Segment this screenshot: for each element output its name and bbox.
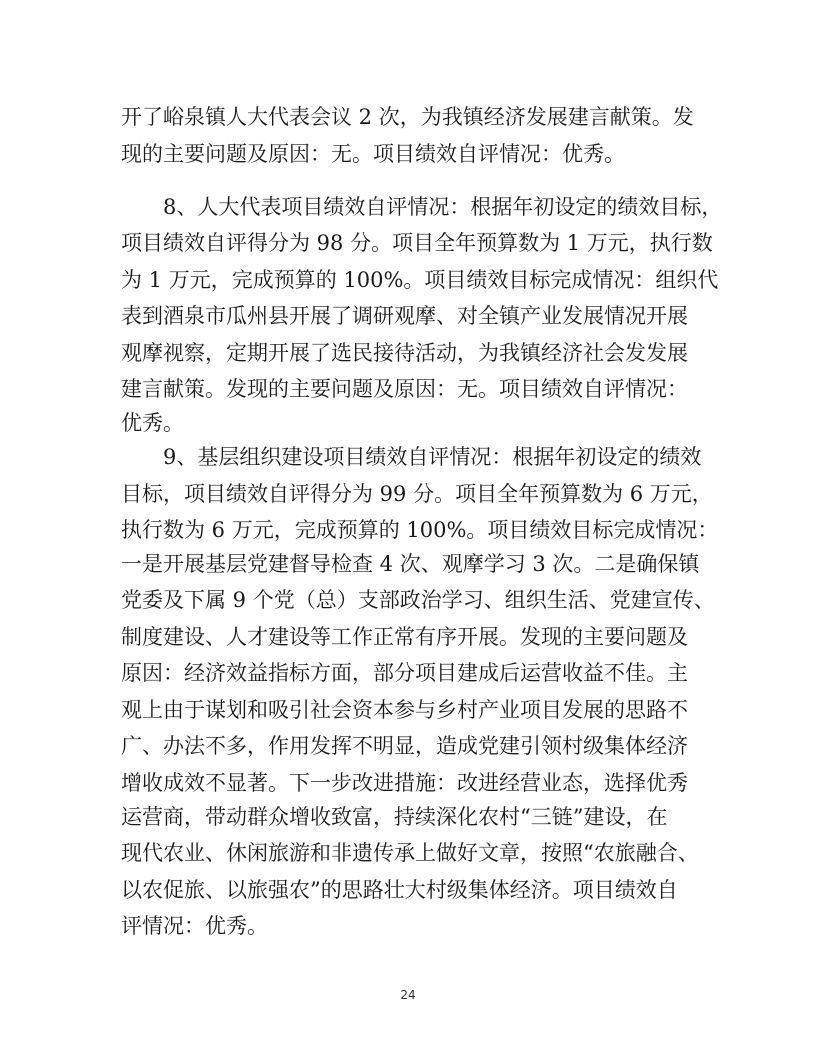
- page-number: 24: [400, 988, 416, 1002]
- line-text: 为 1 万元，完成预算的 100%。项目绩效目标完成情况：组织代: [121, 268, 719, 292]
- text-line: [0, 692, 816, 728]
- line-text: 现代农业、休闲旅游和非遗传承上做好文章，按照“农旅融合、: [121, 841, 699, 865]
- line-text: 观上由于谋划和吸引社会资本参与乡村产业项目发展的思路不: [121, 698, 688, 722]
- line-text: 表到酒泉市瓜州县开展了调研观摩、对全镇产业发展情况开展: [121, 304, 688, 328]
- text-line: [0, 619, 816, 655]
- text-line: [0, 371, 816, 407]
- line-text: 9、基层组织建设项目绩效自评情况：根据年初设定的绩效: [163, 445, 702, 469]
- line-text: 现的主要问题及原因：无。项目绩效自评情况：优秀。: [121, 142, 625, 166]
- text-line: [0, 99, 816, 135]
- line-text: 以农促旅、以旅强农”的思路壮大村级集体经济。项目绩效自: [121, 878, 678, 902]
- line-text: 8、人大代表项目绩效自评情况：根据年初设定的绩效目标，: [163, 195, 723, 219]
- text-line: [0, 765, 816, 801]
- text-line: [0, 225, 816, 261]
- text-line: [0, 335, 816, 371]
- line-text: 优秀。: [121, 411, 184, 435]
- text-line: [0, 655, 816, 691]
- line-text: 建言献策。发现的主要问题及原因：无。项目绩效自评情况：: [121, 377, 688, 401]
- text-line: [0, 512, 816, 548]
- line-text: 项目绩效自评得分为 98 分。项目全年预算数为 1 万元，执行数: [121, 231, 713, 255]
- text-line: [0, 799, 816, 835]
- text-line: [0, 262, 816, 298]
- text-line: [0, 835, 816, 871]
- text-line: [0, 728, 816, 764]
- text-line: [0, 136, 816, 172]
- line-text: 增收成效不显著。下一步改进措施：改进经营业态，选择优秀: [121, 771, 688, 795]
- line-text: 开了峪泉镇人大代表会议 2 次，为我镇经济发展建言献策。发: [121, 105, 694, 129]
- line-text: 执行数为 6 万元，完成预算的 100%。项目绩效目标完成情况：: [121, 518, 719, 542]
- text-line: [0, 189, 816, 225]
- text-line: [0, 546, 816, 582]
- text-line: [0, 405, 816, 441]
- text-line: [0, 582, 816, 618]
- line-text: 党委及下属 9 个党（总）支部政治学习、组织生活、党建宣传、: [121, 588, 715, 612]
- text-line: [0, 908, 816, 944]
- line-text: 目标，项目绩效自评得分为 99 分。项目全年预算数为 6 万元，: [121, 482, 713, 506]
- text-line: [0, 298, 816, 334]
- line-text: 观摩视察，定期开展了选民接待活动，为我镇经济社会发发展: [121, 341, 688, 365]
- line-text: 一是开展基层党建督导检查 4 次、观摩学习 3 次。二是确保镇: [121, 552, 700, 576]
- line-text: 制度建设、人才建设等工作正常有序开展。发现的主要问题及: [121, 625, 688, 649]
- line-text: 广、办法不多，作用发挥不明显，造成党建引领村级集体经济: [121, 734, 688, 758]
- line-text: 原因：经济效益指标方面，部分项目建成后运营收益不佳。主: [121, 661, 688, 685]
- text-line: [0, 439, 816, 475]
- text-line: [0, 872, 816, 908]
- text-line: [0, 476, 816, 512]
- line-text: 评情况：优秀。: [121, 914, 268, 938]
- line-text: 运营商，带动群众增收致富，持续深化农村“三链”建设，在: [121, 805, 668, 829]
